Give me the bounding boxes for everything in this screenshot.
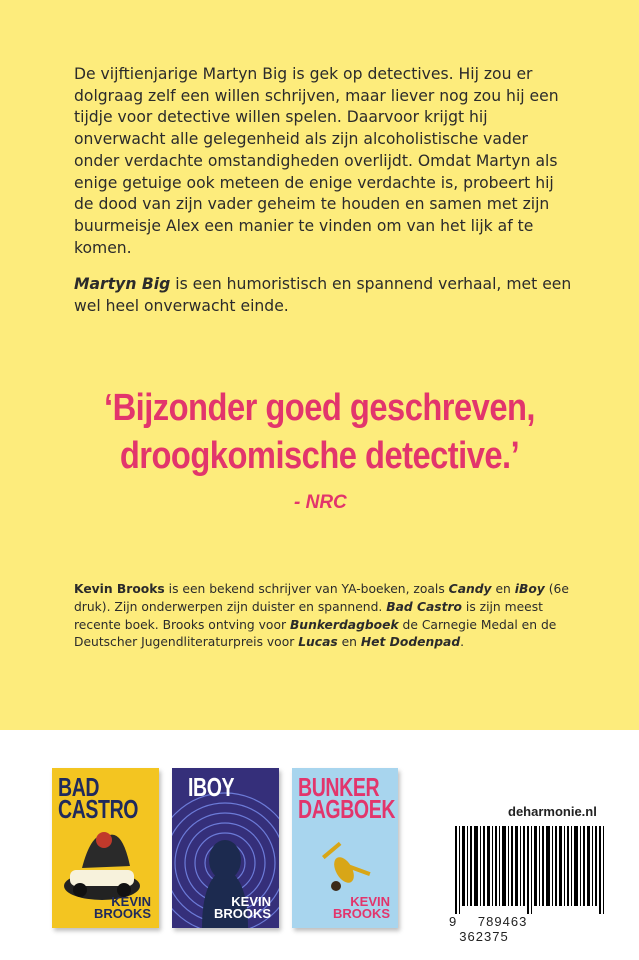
bio-text: is een bekend schrijver van YA-boeken, zoals	[164, 582, 449, 596]
bio-text: de Carnegie Medal en de Deutscher Jugendliteraturpreis voor	[74, 617, 557, 650]
isbn-prefix: 9	[449, 914, 458, 929]
book-cover-bunkerdagboek	[292, 768, 398, 928]
book-author-line-2: BROOKS	[213, 906, 271, 921]
book-cover-iboy	[172, 768, 279, 928]
review-quote	[62, 384, 577, 480]
book-author-line-1: KEVIN	[231, 894, 271, 909]
blurb-paragraph-2-text: is een humoristisch en spannend verhaal, met een wel heel onverwacht einde.	[74, 275, 572, 316]
book-cover-bad-castro	[52, 768, 159, 928]
blurb-paragraph-1: De vijftienjarige Martyn Big is gek op detectives. Hij zou er dolgraag zelf een willen schrijven, maar liever nog zou hij een tijdje voor detective willen spelen. Daarvoor krijgt hij onverwacht alle gelegenheid als zijn alcoholistische vader onder verdachte omstandigheden overlijdt. Omdat Martyn als enige getuige ook meteen de enige verdachte is, probeert hij de dood van zijn vader geheim te houden en samen met zijn buurmeisje Alex een manier te vinden om van het lijk af te komen.	[74, 65, 559, 257]
book-title-line-2: CASTRO	[58, 794, 139, 824]
bio-text: en	[337, 635, 361, 650]
blurb-title: Martyn Big	[74, 275, 171, 294]
bio-book-bunkerdagboek: Bunkerdagboek	[289, 617, 399, 632]
bio-book-bad-castro: Bad Castro	[386, 599, 462, 614]
bio-text: en	[491, 582, 515, 596]
isbn-right-group: 362375	[459, 929, 509, 944]
book-title-line-1: BUNKER	[298, 772, 380, 802]
book-title-line-1: IBOY	[188, 772, 235, 802]
bio-text: (6e druk). Zijn onderwerpen zijn duister en spannend.	[74, 582, 569, 614]
book-author-line-1: KEVIN	[350, 894, 390, 909]
author-name: Kevin Brooks	[74, 582, 165, 596]
isbn-left-group: 789463	[477, 914, 528, 929]
quote-line-1: ‘Bijzonder goed geschreven,	[104, 387, 535, 429]
publisher-url: deharmonie.nl	[508, 804, 597, 819]
bio-book-iboy: iBoy	[514, 582, 545, 596]
book-title-line-2: DAGBOEK	[298, 794, 396, 824]
book-author-line-2: BROOKS	[93, 906, 151, 921]
isbn-number	[449, 914, 611, 944]
bio-book-het-dodenpad: Het Dodenpad	[360, 635, 461, 650]
book-blurb	[74, 64, 574, 318]
author-bio	[74, 581, 574, 652]
blurb-paragraph-2	[74, 274, 574, 317]
book-author-line-1: KEVIN	[111, 894, 151, 909]
bio-book-lucas: Lucas	[298, 635, 338, 650]
bio-book-candy: Candy	[448, 582, 492, 596]
bio-text: .	[460, 635, 465, 650]
barcode	[449, 826, 611, 914]
book-title-line-1: BAD	[58, 772, 100, 802]
quote-line-2: droogkomische detective.’	[119, 435, 520, 477]
book-author-line-2: BROOKS	[332, 906, 390, 921]
bio-text: is zijn meest recente boek. Brooks ontving voor	[74, 599, 543, 632]
quote-source: - NRC	[294, 492, 347, 513]
